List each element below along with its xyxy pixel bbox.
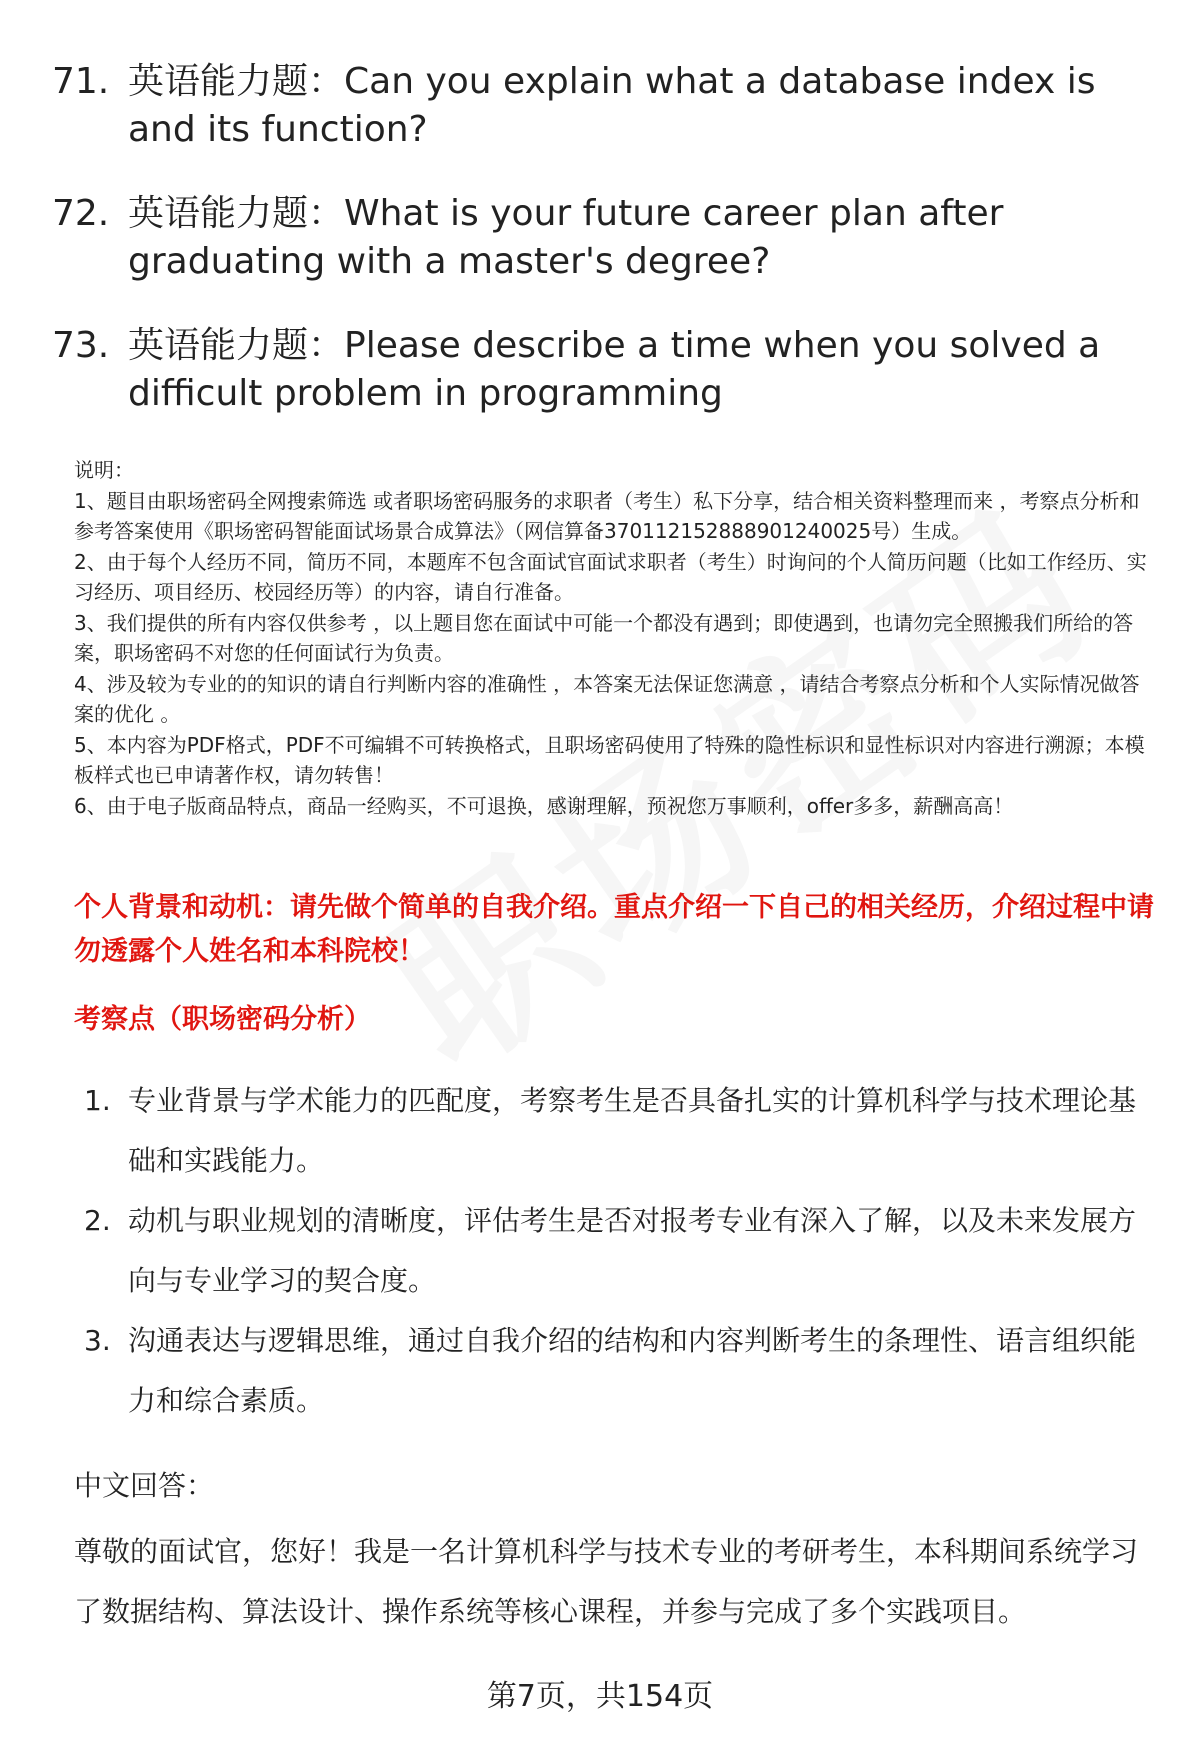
notes-title: 说明：: [74, 458, 134, 482]
note-item: 1、题目由职场密码全网搜索筛选 或者职场密码服务的求职者（考生）私下分享，结合相关资料整理而来 ，考察点分析和参考答案使用《职场密码智能面试场景合成算法》（网信算备370112152888901240025号）生成。: [74, 488, 1140, 543]
note-item: 6、由于电子版商品特点，商品一经购买，不可退换，感谢理解，预祝您万事顺利，offer多多，薪酬高高！: [74, 793, 1014, 818]
notes-block: [74, 455, 1154, 821]
question-number: 73.: [52, 325, 110, 366]
point-number: 3.: [84, 1324, 111, 1357]
note-item: 4、涉及较为专业的的知识的请自行判断内容的准确性 ，本答案无法保证您满意 ，请结合考察点分析和个人实际情况做答案的优化 。: [74, 671, 1140, 726]
question-text: 英语能力题：Please describe a time when you solved a difficult problem in programming: [128, 325, 1101, 414]
note-item: 5、本内容为PDF格式，PDF不可编辑不可转换格式，且职场密码使用了特殊的隐性标识和显性标识对内容进行溯源；本模板样式也已申请著作权，请勿转售！: [74, 732, 1145, 787]
point-text: 沟通表达与逻辑思维，通过自我介绍的结构和内容判断考生的条理性、语言组织能力和综合素质。: [128, 1324, 1137, 1417]
question-text: 英语能力题：Can you explain what a database index is and its function?: [128, 61, 1096, 150]
points-heading: 考察点（职场密码分析）: [74, 1004, 371, 1035]
question-number: 72.: [52, 193, 110, 234]
page-number: 第7页，共154页: [486, 1679, 714, 1714]
question-item: [52, 322, 1152, 418]
answer-text: 尊敬的面试官，您好！我是一名计算机科学与技术专业的考研考生，本科期间系统学习了数据结构、算法设计、操作系统等核心课程，并参与完成了多个实践项目。: [74, 1535, 1139, 1628]
question-item: [52, 58, 1152, 154]
question-item: [52, 190, 1152, 286]
point-item: [84, 1311, 1159, 1431]
point-item: [84, 1191, 1159, 1311]
answer-label: 中文回答：: [74, 1469, 215, 1502]
point-item: [84, 1071, 1159, 1191]
point-text: 动机与职业规划的清晰度，评估考生是否对报考专业有深入了解，以及未来发展方向与专业学习的契合度。: [128, 1204, 1137, 1297]
question-list: [52, 58, 1152, 454]
question-text: 英语能力题：What is your future career plan after graduating with a master's degree?: [128, 193, 1004, 282]
note-item: 3、我们提供的所有内容仅供参考 ，以上题目您在面试中可能一个都没有遇到；即使遇到，也请勿完全照搬我们所给的答案，职场密码不对您的任何面试行为负责。: [74, 610, 1134, 665]
point-text: 专业背景与学术能力的匹配度，考察考生是否具备扎实的计算机科学与技术理论基础和实践能力。: [128, 1084, 1137, 1177]
question-number: 71.: [52, 61, 110, 102]
point-number: 1.: [84, 1084, 111, 1117]
point-number: 2.: [84, 1204, 111, 1237]
note-item: 2、由于每个人经历不同，简历不同，本题库不包含面试官面试求职者（考生）时询问的个人简历问题（比如工作经历、实习经历、项目经历、校园经历等）的内容，请自行准备。: [74, 549, 1147, 604]
section-heading: 个人背景和动机：请先做个简单的自我介绍。重点介绍一下自己的相关经历，介绍过程中请勿透露个人姓名和本科院校！: [74, 892, 1154, 967]
points-list: [84, 1071, 1159, 1431]
